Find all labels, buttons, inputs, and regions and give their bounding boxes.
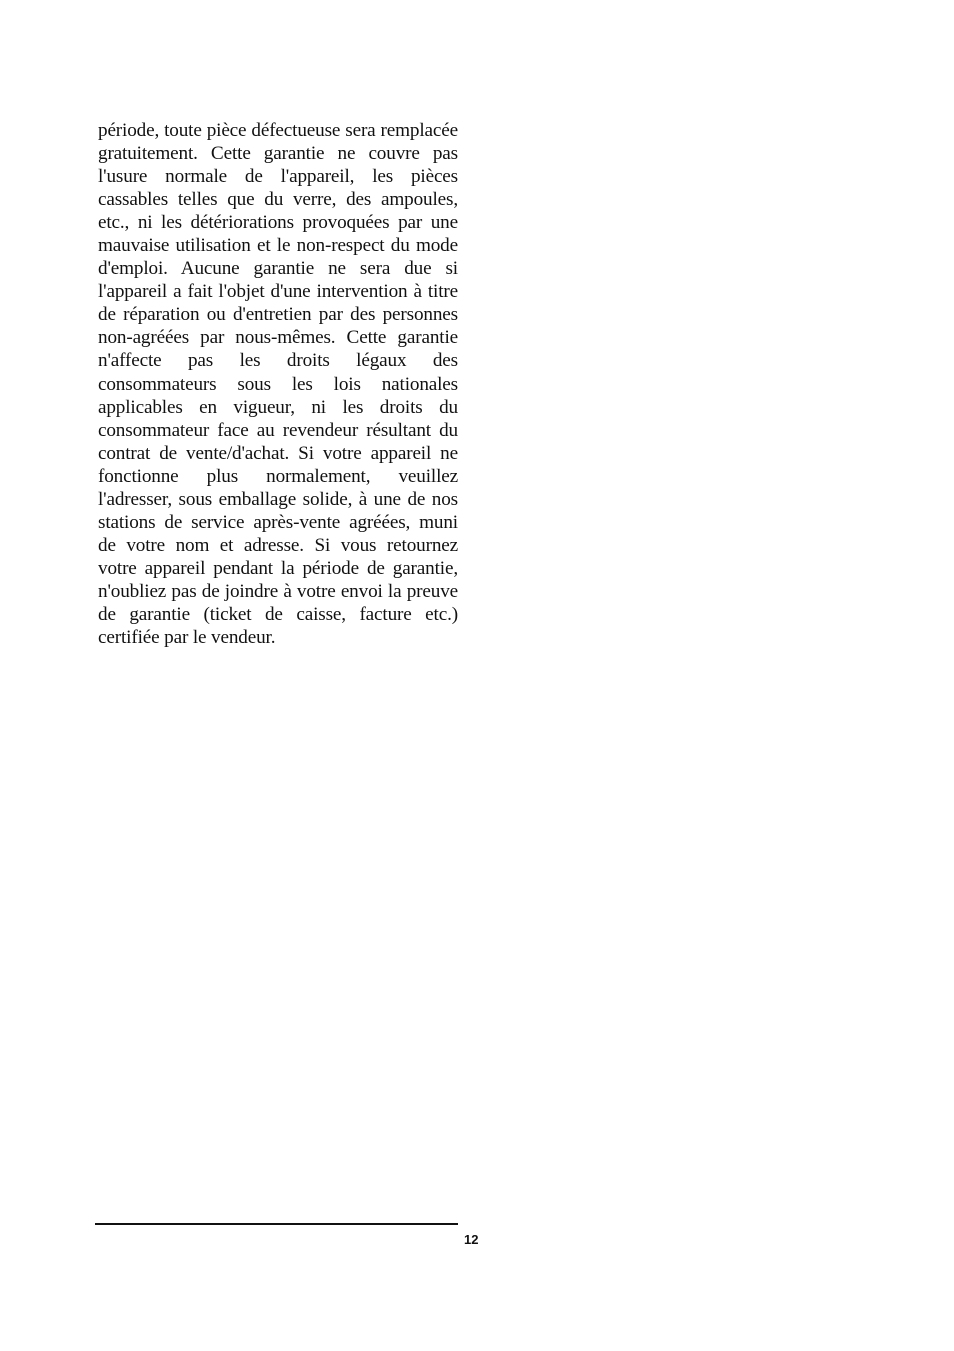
page-number: 12	[464, 1232, 479, 1247]
warranty-paragraph: période, toute pièce défectueuse sera remplacée gratuitement. Cette garantie ne couvre pas l'usure normale de l'appareil, les pièces cassables telles que du verre, des ampoules, etc., ni les détériorations provoquées par une mauvaise utilisation et le non-respect du mode d'emploi. Aucune garantie ne sera due si l'appareil a fait l'objet d'une intervention à titre de réparation ou d'entretien par des personnes non-agréées par nous-mêmes. Cette garantie n'affecte pas les droits légaux des consommateurs sous les lois nationales applicables en vigueur, ni les droits du consommateur face au revendeur résultant du contrat de vente/d'achat. Si votre appareil ne fonctionne plus normalement, veuillez l'adresser, sous emballage solide, à une de nos stations de service après-vente agréées, muni de votre nom et adresse. Si vous retournez votre appareil pendant la période de garantie, n'oubliez pas de joindre à votre envoi la preuve de garantie (ticket de caisse, facture etc.) certifiée par le vendeur.	[98, 120, 458, 649]
footer-rule	[95, 1223, 458, 1225]
